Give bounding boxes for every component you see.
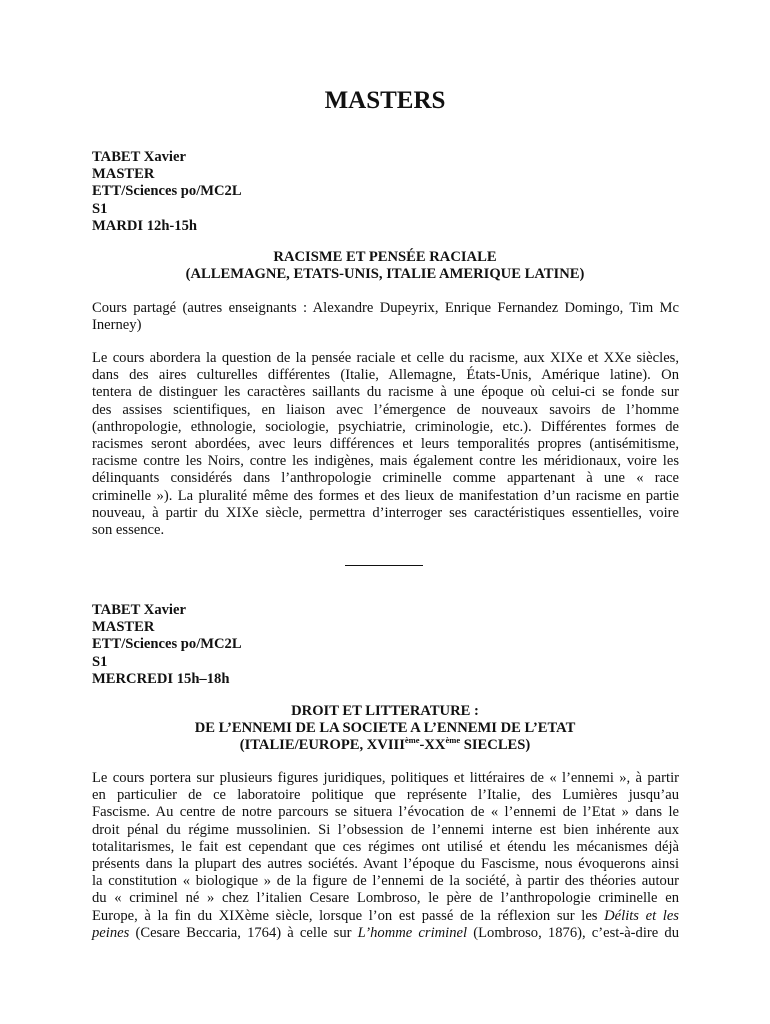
course1-description-line: criminelle »). La pluralité même des formes et des lieux de manifestation d’un racisme en partie — [92, 487, 679, 504]
course1-description-line: Le cours abordera la question de la pensée raciale et celle du racisme, aux XIXe et XXe siècles, — [92, 350, 679, 366]
course1-description-line: dans des aires culturelles différentes (Italie, Allemagne, États-Unis, Amérique latine). On — [92, 367, 679, 384]
course2-description-line: Fascisme. Au centre de notre parcours se situera l’évocation de « l’ennemi de l’Etat » dans le — [92, 804, 679, 821]
course1-level: MASTER — [92, 166, 155, 183]
course1-title-line1: RACISME ET PENSÉE RACIALE — [273, 249, 497, 265]
course1-description-line: des assises scientifiques, en liaison avec l’émergence de nouveaux savoirs de l’homme — [92, 401, 679, 418]
course1-description-line: son essence. — [92, 522, 165, 539]
course1-description-line: racisme contre les Noirs, contre les indigènes, mais également contre les méridionaux, voire les — [92, 453, 679, 470]
course1-shared-line: Inerney) — [92, 317, 142, 334]
course1-semester: S1 — [92, 200, 108, 217]
course2-title-line3: (ITALIE/EUROPE, XVIIIème-XXème SIECLES) — [239, 735, 531, 753]
course2-title-line2: DE L’ENNEMI DE LA SOCIETE A L’ENNEMI DE L’ETAT — [194, 720, 576, 736]
course2-description-line: peines (Cesare Beccaria, 1764) à celle sur L’homme criminel (Lombroso, 1876), c’est-à-dire du — [92, 924, 679, 941]
course1-schedule: MARDI 12h-15h — [92, 217, 197, 234]
section-separator — [345, 565, 423, 566]
course2-description-line: totalitarismes, le fait est cependant que ces régimes ont utilisé et étendu les mécanismes déjà — [92, 838, 679, 855]
course1-description-line: (anthropologie, ethnologie, sociologie, psychiatrie, criminologie, etc.). Différentes formes de — [92, 418, 679, 435]
course1-description-line: nouveau, à partir du XIXe siècle, permettra d’interroger ses caractéristiques essentielles, voire — [92, 504, 679, 521]
course2-description-line: Le cours portera sur plusieurs figures juridiques, politiques et littéraires de « l’ennemi », à partir — [92, 770, 679, 786]
course1-description-line: racismes seront abordées, avec leurs différences et leurs temporalités propres (antisémitisme, — [92, 436, 679, 453]
page-title: MASTERS — [324, 87, 446, 114]
course2-semester: S1 — [92, 653, 108, 670]
course1-title-line2: (ALLEMAGNE, ETATS-UNIS, ITALIE AMERIQUE LATINE) — [185, 266, 585, 282]
course2-title — [0, 703, 770, 754]
course1-shared-line: Cours partagé (autres enseignants : Alexandre Dupeyrix, Enrique Fernandez Domingo, Tim Mc — [92, 300, 679, 316]
course1-description-line: tentera de distinguer les caractères saillants du racisme à une époque où celui-ci se fonde sur — [92, 384, 679, 401]
course2-description-line: Europe, à la fin du XIXème siècle, lorsque l’on est passé de la réflexion sur les Délits et les — [92, 907, 679, 924]
course1-teacher: TABET Xavier — [92, 149, 186, 165]
course2-program: ETT/Sciences po/MC2L — [92, 636, 242, 653]
course2-description-line: du « criminel né » chez l’italien Cesare Lombroso, le père de l’anthropologie criminelle en — [92, 890, 679, 907]
course2-description — [92, 770, 679, 942]
course2-schedule: MERCREDI 15h–18h — [92, 670, 230, 687]
course2-description-line: droit pénal du régime mussolinien. Si l’obsession de l’ennemi interne est bien inhérente aux — [92, 821, 679, 838]
course1-meta — [92, 149, 242, 235]
course2-description-line: la constitution « biologique » de la figure de l’ennemi de la société, à partir des théories autour — [92, 873, 679, 890]
course2-teacher: TABET Xavier — [92, 602, 186, 618]
course1-shared-teachers — [92, 300, 679, 334]
course1-description — [92, 350, 679, 539]
course2-level: MASTER — [92, 619, 155, 636]
course2-title-line1: DROIT ET LITTERATURE : — [291, 703, 479, 719]
course2-description-line: présents dans la plupart des autres sociétés. Avant l’époque du Fascisme, nous évoquerons ainsi — [92, 856, 679, 873]
course1-title — [0, 249, 770, 283]
course1-description-line: délinquants considérés dans l’anthropologie criminelle comme appartenant à une « race — [92, 470, 679, 487]
course1-program: ETT/Sciences po/MC2L — [92, 183, 242, 200]
course2-description-line: en particulier de ce laboratoire politique que représente l’Italie, des Lumières jusqu’au — [92, 787, 679, 804]
course2-meta — [92, 602, 242, 688]
